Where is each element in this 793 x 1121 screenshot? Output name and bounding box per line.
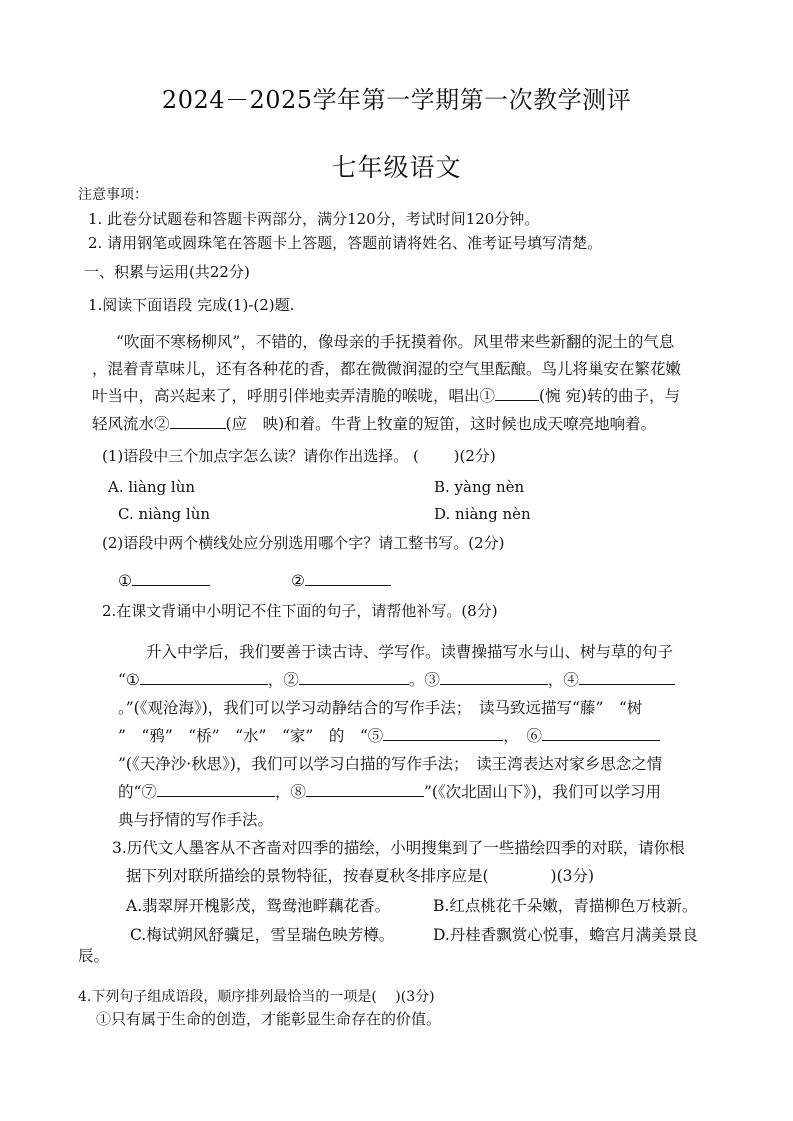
page-subtitle: 七年级语文: [331, 153, 462, 182]
q2-blank-4-line: [579, 669, 675, 685]
q1-stem: 1.阅读下面语段 完成(1)-(2)题.: [88, 296, 295, 314]
notice-item-2: 2. 请用钢笔或圆珠笔在答题卡上答题，答题前请将姓名、准考证号填写清楚。: [88, 234, 603, 252]
q2-stem: 2.在课文背诵中小明记不住下面的句子，请帮他补写。(8分): [102, 602, 498, 620]
q1-para-line-4b: (应 映)和着。牛背上牧童的短笛，这时候也成天嘹亮地响着。: [225, 415, 657, 433]
q1-option-b: B. yàng nèn: [434, 478, 525, 496]
q1-answer-blank-2: [291, 570, 391, 590]
q1-option-c: C. niàng lùn: [118, 505, 211, 523]
q3-option-b: B.红点桃花千朵嫩，青描柳色万枝新。: [433, 897, 698, 915]
q1-para-line-4: [92, 412, 656, 434]
notice-item-1: 1. 此卷分试题卷和答题卡两部分，满分120分，考试时间120分钟。: [88, 210, 540, 228]
q4-stem: 4.下列句子组成语段，顺序排列最恰当的一项是( )(3分): [78, 989, 435, 1005]
q2-mark-2: ，②: [267, 671, 299, 689]
q1-option-a: A. liàng lùn: [108, 478, 196, 496]
q2-blank-2-line: [299, 669, 409, 685]
q3-stem-1: 3.历代文人墨客从不吝啬对四季的描绘，小明搜集到了一些描绘四季的对联，请你根: [112, 839, 685, 857]
q1-para-line-4a: 轻风流水②: [92, 415, 170, 433]
q1-answer-blank-2-mark: ②: [291, 572, 305, 590]
q1-para-line-1: “吹面不寒杨柳风”，不错的，像母亲的手抚摸着你。风里带来些新翻的泥土的气息: [116, 333, 675, 351]
q2-mark-4: ，④: [547, 671, 579, 689]
q2-blank-7-line: [157, 781, 275, 797]
q2-line-6: [118, 780, 661, 802]
q2-blank-1-line: [140, 669, 268, 685]
notice-heading: 注意事项：: [78, 187, 148, 203]
q3-option-d-tail: 辰。: [78, 947, 110, 965]
q1-para-line-3: [92, 384, 680, 406]
q2-blank-6-line: [542, 725, 660, 741]
q3-option-a: A.翡翠屏开槐影茂，鸳鸯池畔藕花香。: [126, 897, 391, 915]
section-heading: 一、积累与运用(共22分): [84, 263, 250, 281]
q2-blank-8-line: [306, 781, 424, 797]
q3-option-c: C.梅试朔风舒骥足，雪呈瑞色映芳樽。: [130, 926, 395, 944]
q2-line-4: [118, 724, 660, 746]
q1-answer-blank-2-line: [305, 570, 391, 586]
q2-line-2: [118, 668, 718, 690]
q1-option-d: D. niàng nèn: [434, 505, 531, 523]
q1-sub1: (1)语段中三个加点字怎么读？请你作出选择。 ( )(2分): [102, 447, 496, 465]
q2-line-3: 。”(《观沧海》)，我们可以学习动静结合的写作手法； 读马致远描写“藤” “树: [118, 699, 643, 717]
q4-item-1: ①只有属于生命的创造，才能彰显生命存在的价值。: [96, 1010, 442, 1028]
q1-answer-blank-1-line: [132, 570, 210, 586]
q1-answer-blank-1-mark: ①: [118, 572, 132, 590]
q2-line-6c: ”(《次北固山下》)，我们可以学习用: [423, 783, 661, 801]
q2-line-5: ”(《天净沙·秋思》)，我们可以学习白描的写作手法； 读王湾表达对家乡思念之情: [118, 755, 663, 773]
q2-mark-1: “①: [118, 671, 140, 689]
q1-answer-blank-1: [118, 570, 210, 590]
q2-blank-3-line: [440, 669, 548, 685]
q1-para-line-3b: (惋 宛)转的曲子，与: [539, 387, 681, 405]
q2-line-1: 升入中学后，我们要善于读古诗、学写作。读曹操描写水与山、树与草的句子: [146, 643, 674, 661]
q3-option-d: D.丹桂香飘赏心悦事，蟾宫月满美景良: [433, 926, 698, 944]
q3-stem-2: 据下列对联所描绘的景物特征，按春夏秋冬排序应是( )(3分): [126, 867, 595, 885]
q2-line-7: 典与抒情的写作手法。: [118, 811, 274, 829]
q2-blank-5-line: [383, 725, 503, 741]
q2-mark-6: ， ⑥: [503, 727, 543, 745]
q2-mark-3: 。③: [408, 671, 440, 689]
q1-para-line-2: ，混着青草味儿，还有各种花的香，都在微微润湿的空气里酝酿。鸟儿将巢安在繁花嫩: [92, 360, 682, 378]
page-title: 2024－2025学年第一学期第一次教学测评: [161, 86, 632, 114]
q2-line-6a: 的“⑦: [118, 783, 157, 801]
blank-2-line: [170, 413, 226, 429]
q1-sub2: (2)语段中两个横线处应分别选用哪个字？请工整书写。(2分): [102, 534, 505, 552]
q1-para-line-3a: 叶当中，高兴起来了，呼朋引伴地卖弄清脆的喉咙，唱出①: [92, 387, 496, 405]
q2-line-6b: ，⑧: [274, 783, 306, 801]
q2-line-4a: ” “鸦” “桥” “水” “家” 的 “⑤: [118, 727, 384, 745]
blank-1-line: [495, 385, 539, 401]
